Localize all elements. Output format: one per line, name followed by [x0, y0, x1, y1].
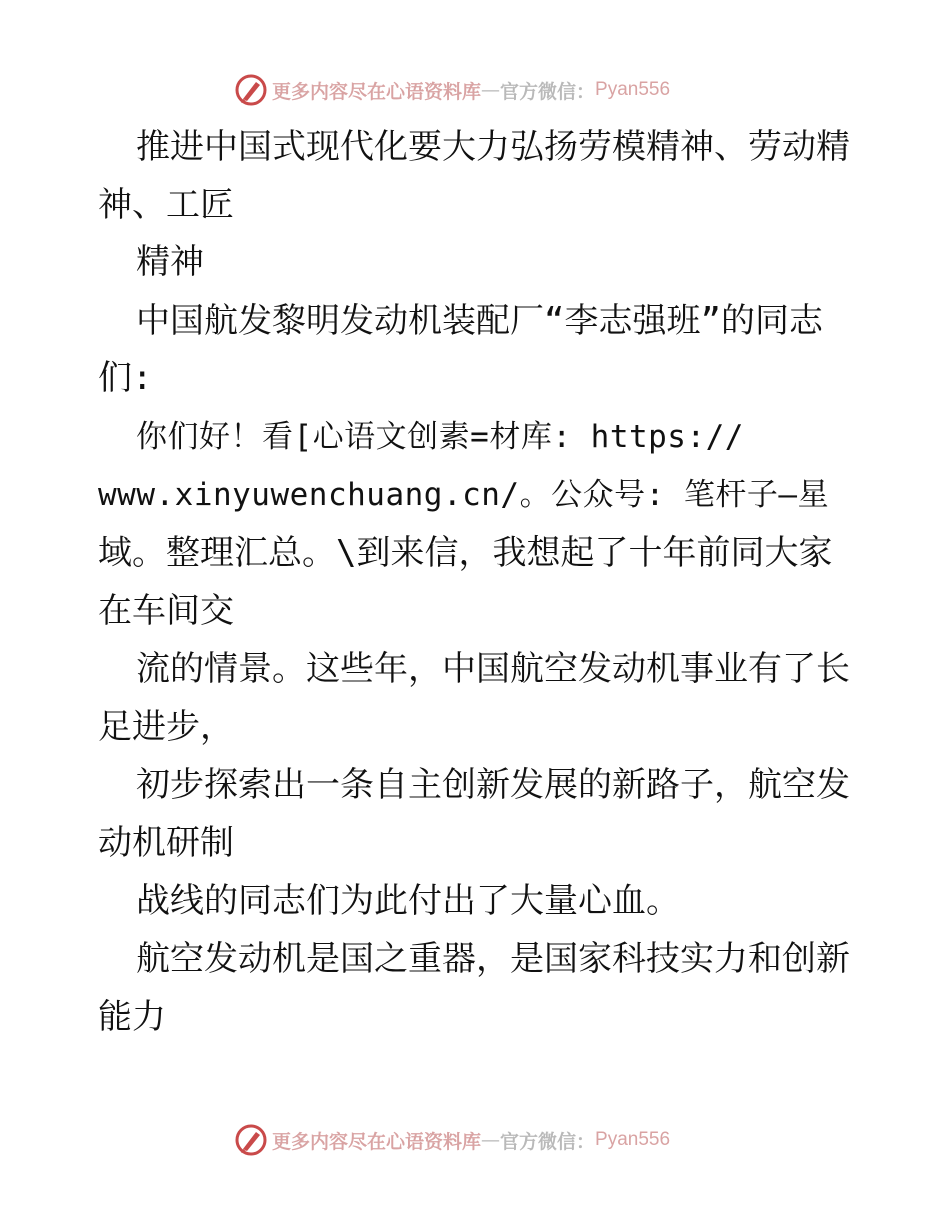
paragraph-line: 足进步， [98, 707, 234, 747]
pen-logo-icon [234, 1123, 268, 1157]
paragraph-line: 能力 [98, 997, 166, 1037]
header-watermark [234, 72, 670, 108]
watermark-brand: 更多内容尽在心语资料库 [272, 80, 482, 103]
watermark-dash: — [481, 79, 501, 101]
footer-watermark [234, 1122, 670, 1158]
watermark-dash: — [481, 1129, 501, 1151]
paragraph-line: 航空发动机是国之重器，是国家科技实力和创新 [136, 939, 850, 979]
paragraph-line: 域。整理汇总。\到来信，我想起了十年前同大家 [98, 533, 833, 573]
watermark-wechat-label: 官方微信： [500, 1130, 596, 1153]
paragraph-line: 在车间交 [98, 591, 234, 631]
paragraph-line: 你们好！看[心语文创素=材库: https:// [136, 419, 744, 455]
paragraph-line: 战线的同志们为此付出了大量心血。 [136, 881, 680, 921]
paragraph-line: 推进中国式现代化要大力弘扬劳模精神、劳动精 [136, 127, 850, 167]
paragraph-line: 动机研制 [98, 823, 234, 863]
pen-logo-icon [234, 73, 268, 107]
watermark-wechat-label: 官方微信： [500, 80, 596, 103]
paragraph-line: 流的情景。这些年，中国航空发动机事业有了长 [136, 649, 850, 689]
paragraph-line: 神、工匠 [98, 185, 234, 225]
watermark-brand: 更多内容尽在心语资料库 [272, 1130, 482, 1153]
watermark-wechat-id: Pyan556 [595, 1129, 671, 1150]
watermark-wechat-id: Pyan556 [595, 79, 671, 100]
paragraph-line: 中国航发黎明发动机装配厂“李志强班”的同志 [136, 301, 823, 341]
paragraph-line: 们: [98, 358, 153, 398]
paragraph-line: www.xinyuwenchuang.cn/。公众号: 笔杆子—星 [98, 477, 830, 513]
paragraph-line: 精神 [136, 242, 204, 282]
paragraph-line: 初步探索出一条自主创新发展的新路子，航空发 [136, 765, 850, 805]
